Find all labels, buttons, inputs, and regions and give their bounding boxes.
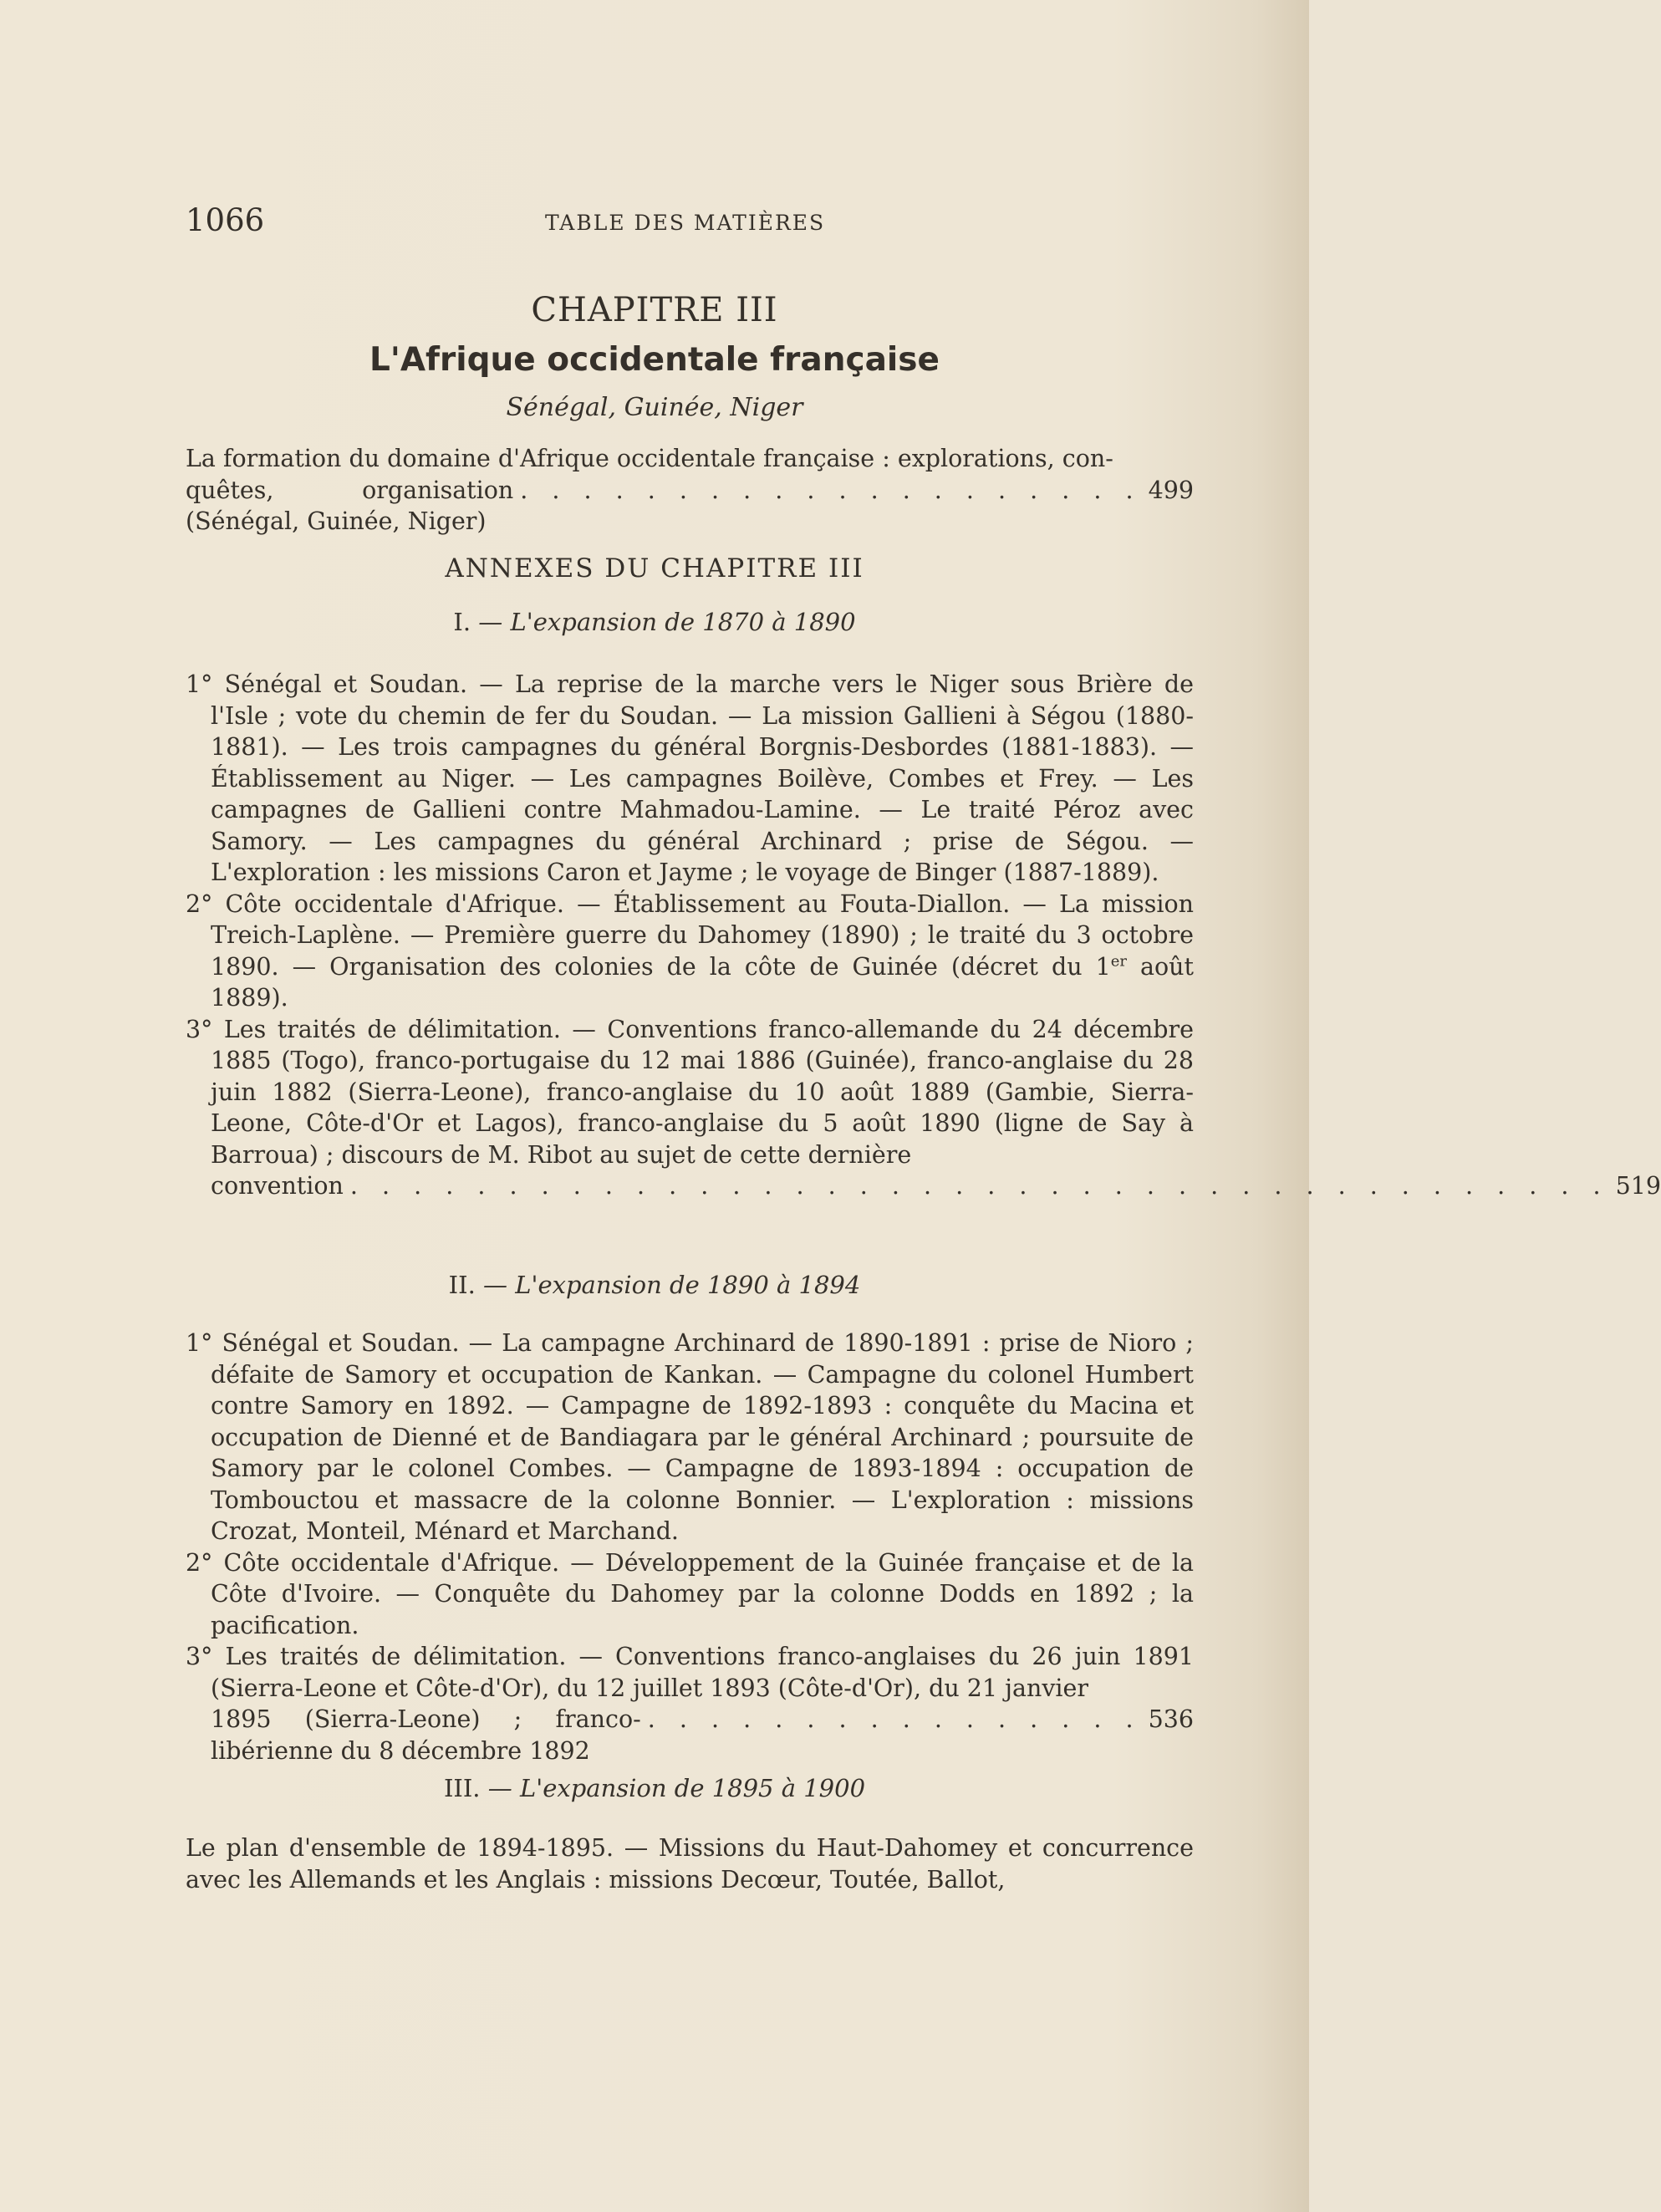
- chapter-subtitle: Sénégal, Guinée, Niger: [506, 393, 803, 422]
- section-3-entries: [186, 1832, 1194, 1895]
- chapter-title: L'Afrique occidentale française: [369, 341, 940, 379]
- section-numeral: III.: [443, 1774, 481, 1802]
- section-numeral: II.: [448, 1271, 476, 1299]
- intro-line: La formation du domaine d'Afrique occidentale française : explorations, con-: [186, 445, 1113, 472]
- toc-entry: 1° Sénégal et Soudan. — La campagne Archinard de 1890-1891 : prise de Nioro ; défaite de Samory et occupation de Kankan. — Campagne du colonel Humbert contre Samory en 1892. — Campagne de 1892-1893 : conquête du Macina et occupation de Dienné et de Bandiagara par le général Archinard ; poursuite de Samory par le colonel Combes. — Campagne de 1893-1894 : occupation de Tombouctou et massacre de la colonne Bonnier. — L'exploration : missions Crozat, Monteil, Ménard et Marchand.: [186, 1329, 1194, 1545]
- section-title: — L'expansion de 1895 à 1900: [487, 1774, 866, 1802]
- entry-last-line: convention: [211, 1172, 344, 1200]
- dot-leader: . . . . . . . . . . . . . . . .: [647, 1705, 1142, 1733]
- section-1-entries: [186, 669, 1661, 1202]
- toc-entry: [186, 1641, 1194, 1766]
- entry-leader-line: [211, 1170, 1661, 1202]
- entry-page-ref: 519: [1615, 1172, 1661, 1200]
- section-title: — L'expansion de 1870 à 1890: [478, 608, 856, 636]
- toc-entry: Le plan d'ensemble de 1894-1895. — Missions du Haut-Dahomey et concurrence avec les Allemands et les Anglais : missions Decœur, Toutée, Ballot,: [186, 1834, 1194, 1893]
- intro-leader-line: [186, 475, 1194, 538]
- entry-text: 2° Côte occidentale d'Afrique. — Établissement au Fouta-Diallon. — La mission Treich-Laplène. — Première guerre du Dahomey (1890) ; le traité du 3 octobre 1890. — Organisation des colonies de la côte de Guinée (décret du 1: [186, 889, 1194, 981]
- entry-text-tail: août 1889).: [211, 952, 1194, 1012]
- section-2-entries: [186, 1328, 1194, 1766]
- chapter-intro-entry: [186, 443, 1194, 538]
- intro-line-end: quêtes, organisation (Sénégal, Guinée, Niger): [186, 476, 514, 535]
- entry-leader-line: [211, 1704, 1194, 1766]
- toc-entry: 1° Sénégal et Soudan. — La reprise de la marche vers le Niger sous Brière de l'Isle ; vote du chemin de fer du Soudan. — La mission Gallieni à Ségou (1880-1881). — Les trois campagnes du général Borgnis-Desbordes (1881-1883). — Établissement au Niger. — Les campagnes Boilève, Combes et Frey. — Les campagnes de Gallieni contre Mahmadou-Lamine. — Le traité Péroz avec Samory. — Les campagnes du général Archinard ; prise de Ségou. — L'exploration : les missions Caron et Jayme ; le voyage de Binger (1887-1889).: [186, 670, 1194, 886]
- section-numeral: I.: [453, 608, 471, 636]
- entry-text: 3° Les traités de délimitation. — Conventions franco-allemande du 24 décembre 1885 (Togo), franco-portugaise du 12 mai 1886 (Guinée), franco-anglaise du 28 juin 1882 (Sierra-Leone), franco-anglaise du 10 août 1889 (Gambie, Sierra-Leone, Côte-d'Or et Lagos), franco-anglaise du 5 août 1890 (ligne de Say à Barroua) ; discours de M. Ribot au sujet de cette dernière: [186, 1015, 1194, 1169]
- toc-entry: 2° Côte occidentale d'Afrique. — Développement de la Guinée française et de la Côte d'Ivoire. — Conquête du Dahomey par la colonne Dodds en 1892 ; la pacification.: [186, 1548, 1194, 1639]
- entry-superscript: er: [1110, 952, 1128, 970]
- dot-leader: . . . . . . . . . . . . . . . . . . . .: [520, 476, 1142, 504]
- toc-entry: [186, 889, 1194, 1014]
- running-title: TABLE DES MATIÈRES: [545, 211, 826, 235]
- page-number: 1066: [186, 202, 265, 238]
- chapter-number: CHAPITRE III: [531, 291, 778, 329]
- section-heading-2: [0, 1271, 1309, 1299]
- section-title: — L'expansion de 1890 à 1894: [483, 1271, 861, 1299]
- toc-entry: [186, 1014, 1661, 1202]
- section-heading-1: [0, 608, 1309, 636]
- intro-page-ref: 499: [1148, 476, 1194, 504]
- section-heading-3: [0, 1774, 1309, 1802]
- entry-page-ref: 536: [1148, 1705, 1194, 1733]
- dot-leader: . . . . . . . . . . . . . . . . . . . . . . . . . . . . . . . . . . . . . . . .: [349, 1172, 1609, 1200]
- entry-text: 3° Les traités de délimitation. — Conventions franco-anglaises du 26 juin 1891 (Sierra-Leone et Côte-d'Or), du 12 juillet 1893 (Côte-d'Or), du 21 janvier: [186, 1643, 1194, 1702]
- entry-last-line: 1895 (Sierra-Leone) ; franco-libérienne du 8 décembre 1892: [211, 1705, 641, 1765]
- annexes-heading: ANNEXES DU CHAPITRE III: [445, 553, 864, 584]
